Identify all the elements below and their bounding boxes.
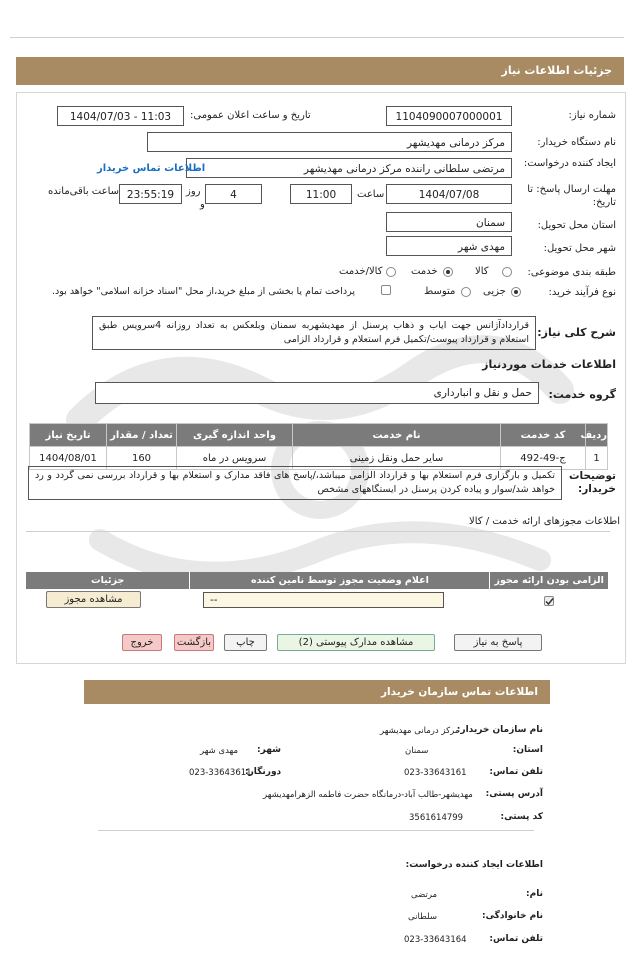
- fax-value: 023-33643611: [189, 768, 252, 778]
- page-header: جزئیات اطلاعات نیاز: [16, 57, 624, 85]
- need-number-field[interactable]: 1104090007000001: [386, 106, 512, 126]
- cell-unit: سرویس در ماه: [177, 447, 293, 470]
- fax-label: دورنگار:: [245, 767, 282, 777]
- back-button[interactable]: بازگشت: [174, 634, 214, 651]
- reply-button[interactable]: پاسخ به نیاز: [454, 634, 542, 651]
- announce-label: تاریخ و ساعت اعلان عمومی:: [190, 110, 311, 121]
- radio-jozii-label: جزیی: [483, 286, 506, 297]
- buyer-notes-text: تکمیل و بارگزاری فرم استعلام بها و قرارداد الزامی میباشد،/پاسخ های فاقد مدارک و استعلام بها و قرارداد بررسی نمی گردد و رد خواهد شد/سوار و پیاده کردن پرسنل در ایستگاههای مشخص: [28, 466, 562, 500]
- radio-kala-khedmat-label: کالا/خدمت: [339, 266, 383, 277]
- col-row: ردیف: [586, 424, 608, 447]
- check-icon: [545, 597, 554, 606]
- time-label: ساعت: [357, 189, 385, 200]
- permits-title: اطلاعات مجوزهای ارائه خدمت / کالا: [469, 516, 620, 527]
- org-label: نام سازمان خریدار:: [456, 725, 543, 735]
- col-qty: تعداد / مقدار: [107, 424, 177, 447]
- permits-table: [26, 572, 608, 589]
- org-value: مرکز درمانی مهدیشهر: [380, 726, 460, 736]
- postal-label: کد پستی:: [500, 812, 543, 822]
- province-contact-value: سمنان: [405, 746, 429, 756]
- cell-name: سایر حمل ونقل زمینی: [293, 447, 501, 470]
- city-contact-label: شهر:: [257, 745, 281, 755]
- treasury-note: پرداخت تمام یا بخشی از مبلغ خرید،از محل "اسناد خزانه اسلامی" خواهد بود.: [52, 286, 355, 297]
- service-group-label: گروه خدمت:: [548, 388, 616, 401]
- col-unit: واحد اندازه گیری: [177, 424, 293, 447]
- phone-value: 023-33643161: [404, 768, 467, 778]
- phone-label: تلفن تماس:: [489, 767, 543, 777]
- radio-jozii[interactable]: [511, 287, 521, 297]
- top-divider: [10, 37, 624, 38]
- announce-field[interactable]: 1404/07/03 - 11:03: [57, 106, 184, 126]
- permit-status-field[interactable]: --: [203, 592, 444, 608]
- remaining-time-field[interactable]: 23:55:19: [119, 184, 182, 204]
- radio-khedmat[interactable]: [443, 267, 453, 277]
- radio-kala-khedmat[interactable]: [386, 267, 396, 277]
- col-code: کد خدمت: [501, 424, 586, 447]
- buyer-label: نام دستگاه خریدار:: [537, 137, 616, 148]
- name-value: مرتضی: [411, 890, 438, 900]
- services-section-title: اطلاعات خدمات موردنیاز: [482, 358, 616, 371]
- radio-kala[interactable]: [502, 267, 512, 277]
- permit-col-required: الزامی بودن ارائه مجوز: [490, 572, 608, 589]
- summary-label: شرح کلی نیاز:: [537, 326, 616, 339]
- permit-col-details: جزئیات: [26, 572, 189, 589]
- creator-field[interactable]: مرتضی سلطانی راننده مرکز درمانی مهدیشهر: [186, 158, 512, 178]
- need-number-label: شماره نیاز:: [568, 110, 616, 121]
- city-field[interactable]: مهدی شهر: [386, 236, 512, 256]
- creator-phone-value: 023-33643164: [404, 935, 467, 945]
- city-label: شهر محل تحویل:: [543, 243, 616, 254]
- cell-code: ج-49-492: [501, 447, 586, 470]
- permits-divider: [26, 531, 610, 532]
- contact-divider: [98, 830, 534, 831]
- family-label: نام خانوادگی:: [481, 911, 543, 921]
- service-group-field: حمل و نقل و انبارداری: [95, 382, 539, 404]
- remaining-label: ساعت باقی‌مانده: [48, 186, 120, 197]
- cell-date: 1404/08/01: [30, 447, 107, 470]
- print-button[interactable]: چاپ: [224, 634, 267, 651]
- days-field[interactable]: 4: [205, 184, 262, 204]
- province-field[interactable]: سمنان: [386, 212, 512, 232]
- summary-text: قراردادآژانس جهت ایاب و ذهاب پرسنل از مهدیشهربه سمنان وبلعکس به تعداد روزانه 4سرویس طبق استعلام و قرارداد پیوست/تکمیل فرم استعلام و قرارداد الزامی: [92, 316, 536, 350]
- cell-qty: 160: [107, 447, 177, 470]
- province-label: استان محل تحویل:: [537, 220, 616, 231]
- contact-header: اطلاعات تماس سازمان خریدار: [84, 680, 550, 704]
- buyer-field[interactable]: مرکز درمانی مهدیشهر: [147, 132, 512, 152]
- buyer-notes-label: توضیحات خریدار:: [568, 470, 616, 495]
- and-label: و: [200, 199, 205, 210]
- radio-motevaset-label: متوسط: [424, 286, 456, 297]
- col-date: تاریخ نیاز: [30, 424, 107, 447]
- days-label: روز: [186, 186, 201, 197]
- col-name: نام خدمت: [293, 424, 501, 447]
- view-documents-button[interactable]: مشاهده مدارک پیوستی (2): [277, 634, 435, 651]
- creator-phone-label: تلفن تماس:: [489, 934, 543, 944]
- process-label: نوع فرآیند خرید:: [548, 287, 616, 298]
- view-permit-button[interactable]: مشاهده مجوز: [46, 591, 141, 608]
- category-label: طبقه بندی موضوعی:: [527, 267, 616, 278]
- city-contact-value: مهدی شهر: [200, 746, 239, 756]
- deadline-label: مهلت ارسال پاسخ: تا تاریخ:: [527, 184, 616, 208]
- address-value: مهدیشهر-طالب آباد-درمانگاه حضرت فاطمه الزهرامهدیشهر: [263, 790, 473, 800]
- permit-col-status: اعلام وضعیت مجوز توسط نامین کننده: [189, 572, 490, 589]
- province-contact-label: استان:: [512, 745, 543, 755]
- name-label: نام:: [526, 889, 543, 899]
- family-value: سلطانی: [408, 912, 437, 922]
- items-table: [30, 423, 608, 470]
- postal-value: 3561614799: [409, 813, 464, 823]
- creator-label: ایجاد کننده درخواست:: [523, 158, 616, 169]
- creator-section-label: اطلاعات ایجاد کننده درخواست:: [405, 860, 543, 870]
- cell-row: 1: [586, 447, 608, 470]
- deadline-date-field[interactable]: 1404/07/08: [386, 184, 512, 204]
- radio-motevaset[interactable]: [461, 287, 471, 297]
- radio-khedmat-label: خدمت: [411, 266, 438, 277]
- address-label: آدرس پستی:: [485, 789, 543, 799]
- deadline-time-field[interactable]: 11:00: [290, 184, 352, 204]
- buyer-contact-link[interactable]: اطلاعات تماس خریدار: [97, 163, 206, 174]
- radio-kala-label: کالا: [475, 266, 489, 277]
- treasury-checkbox[interactable]: [381, 285, 391, 295]
- exit-button[interactable]: خروج: [122, 634, 162, 651]
